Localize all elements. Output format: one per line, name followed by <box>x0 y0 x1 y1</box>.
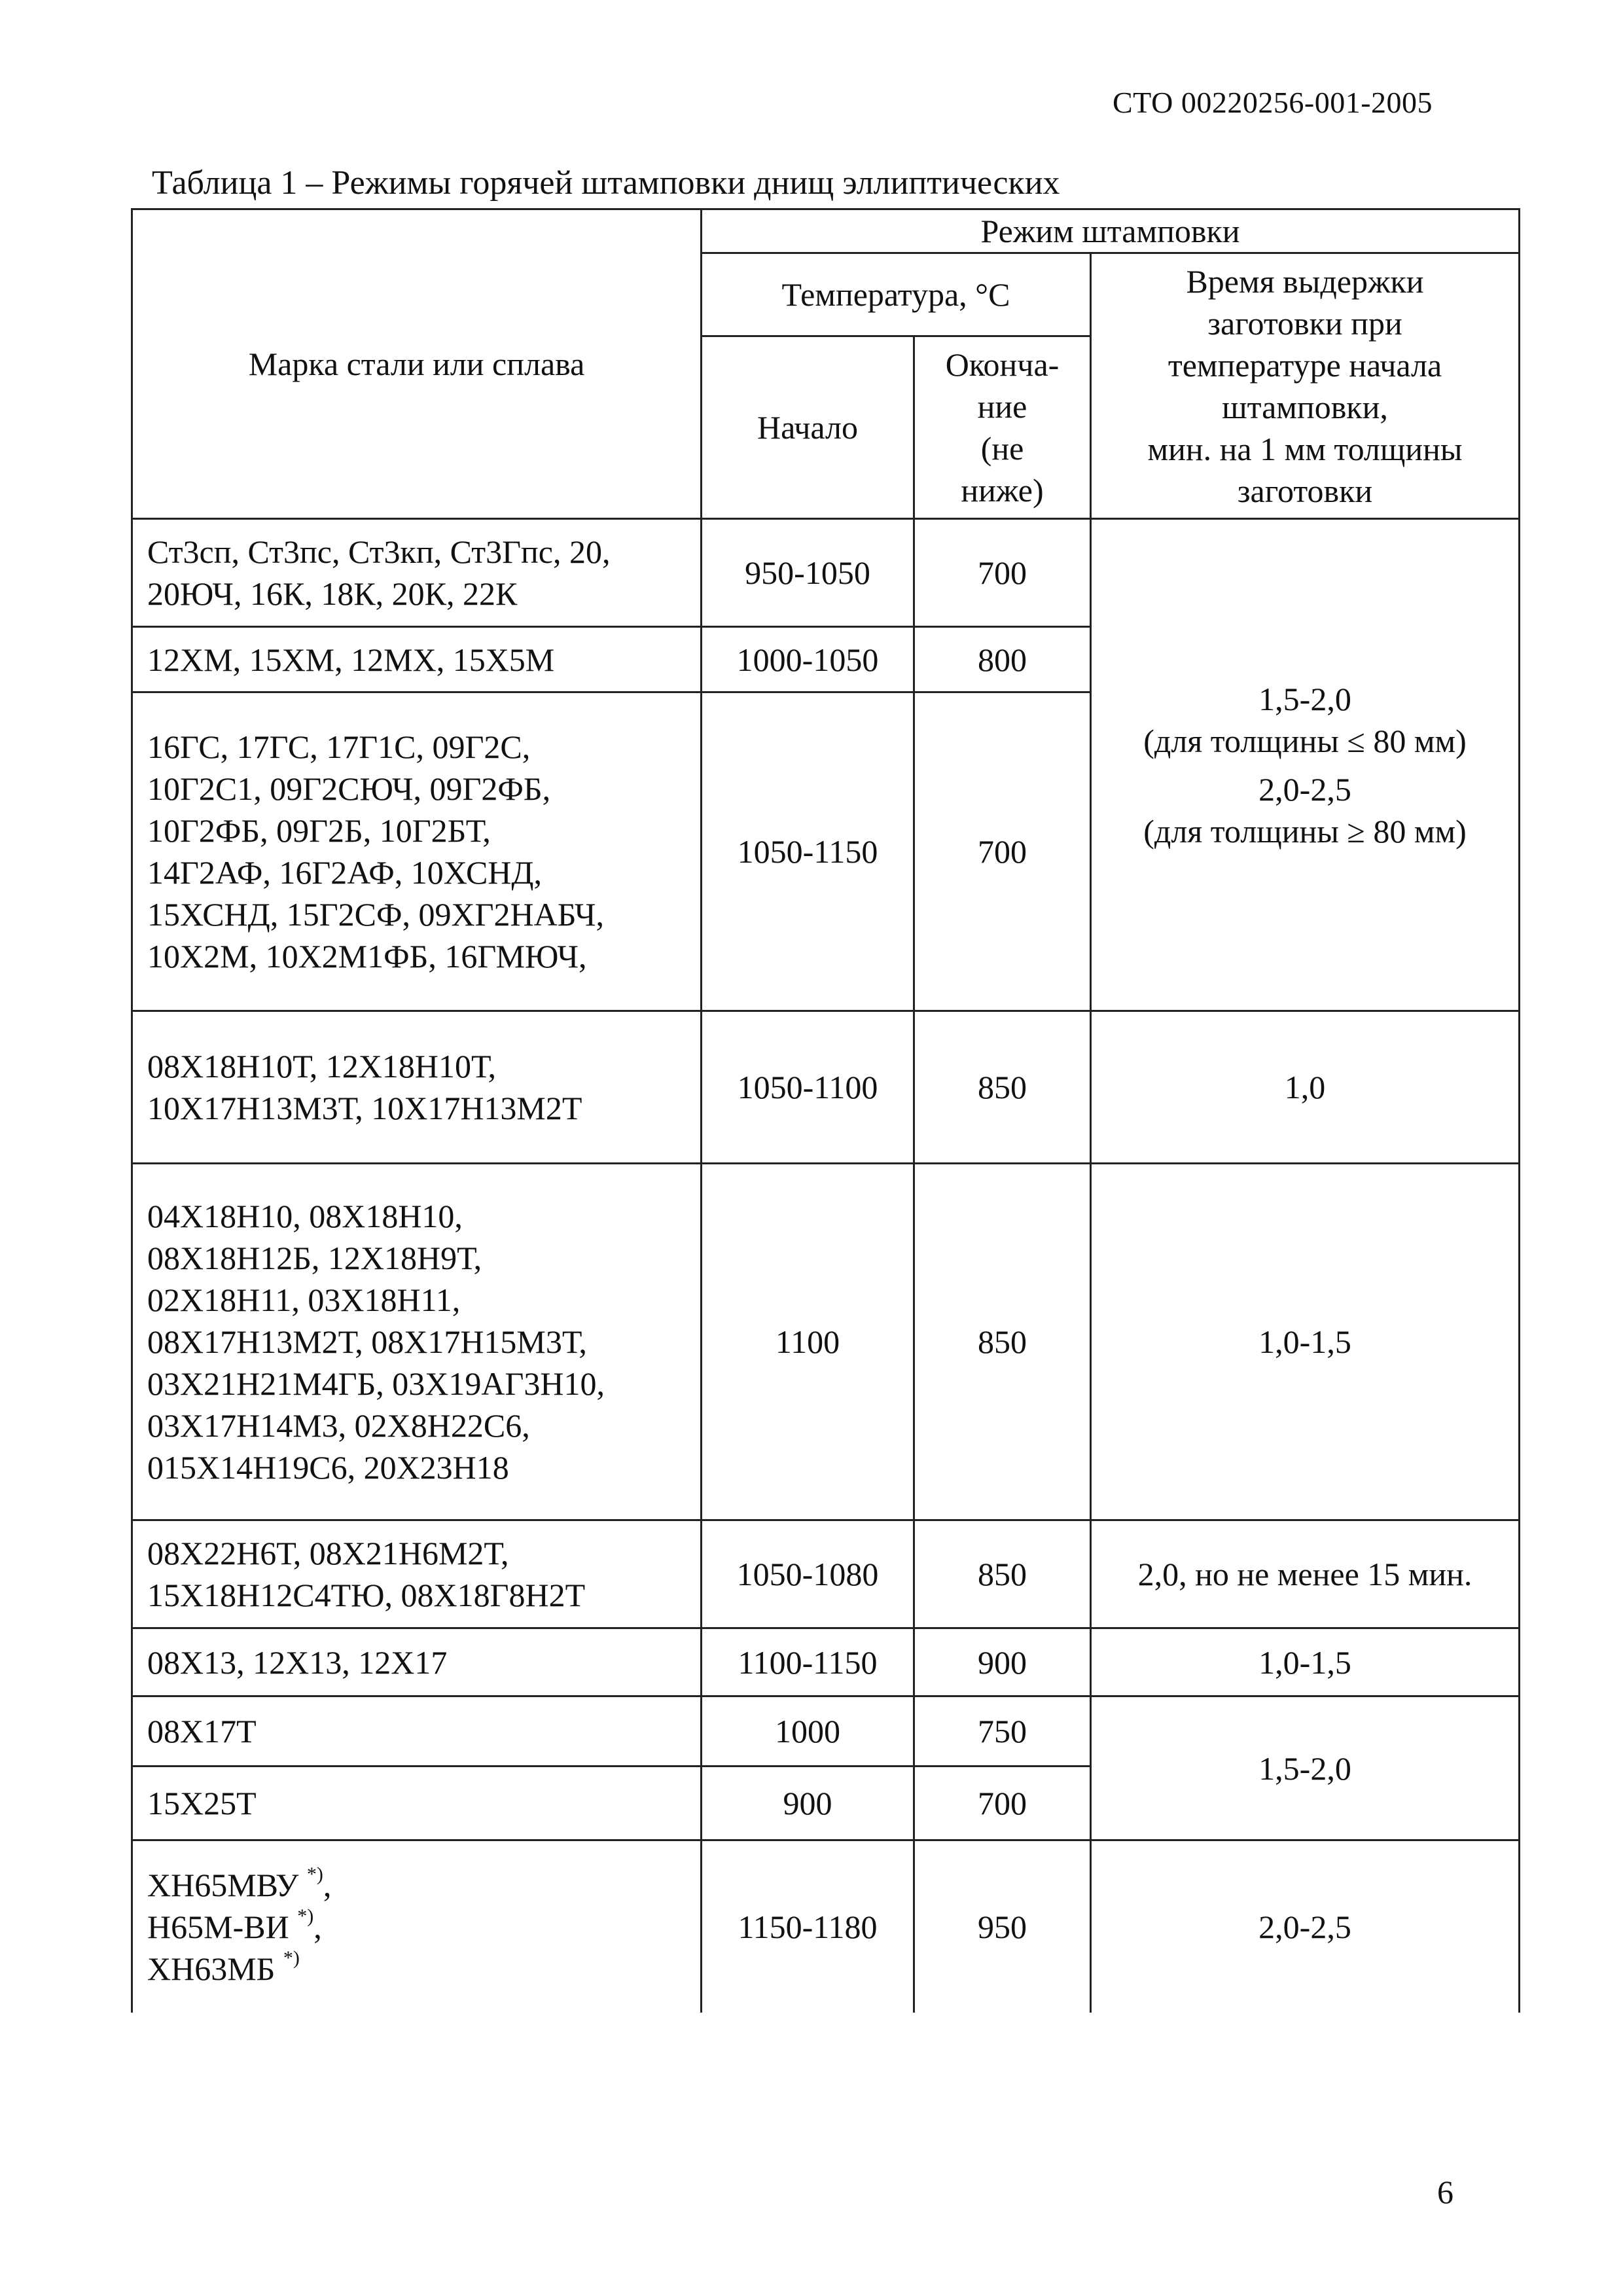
grade-line: 08Х18Н10Т, 12Х18Н10Т, <box>147 1048 497 1085</box>
start-temp-cell: 900 <box>702 1767 914 1840</box>
end-temp-cell: 700 <box>914 1767 1091 1840</box>
header-end-line: Оконча- <box>945 346 1060 383</box>
grade-line: 10Х17Н13М3Т, 10Х17Н13М2Т <box>147 1090 582 1126</box>
hold-time-cell: 2,0-2,5 <box>1091 1840 1520 2013</box>
grade-name: ХН65МВУ <box>147 1866 299 1903</box>
header-row-1 <box>132 209 1520 253</box>
hold-value: 1,5-2,0 <box>1258 680 1351 717</box>
table-row <box>132 1840 1520 2013</box>
start-temp-cell: 1100 <box>702 1164 914 1520</box>
hold-condition: (для толщины ≥ 80 мм) <box>1143 812 1467 850</box>
header-end <box>914 336 1091 519</box>
start-temp-cell: 1050-1080 <box>702 1520 914 1628</box>
start-temp-cell: 1000 <box>702 1696 914 1767</box>
grade-line: 15Х18Н12С4ТЮ, 08Х18Г8Н2Т <box>147 1577 586 1613</box>
header-hold-line: штамповки, <box>1222 388 1388 425</box>
start-temp-cell: 1000-1050 <box>702 627 914 692</box>
header-hold-line: температуре начала <box>1168 346 1442 384</box>
footnote-mark: *) <box>306 1863 323 1885</box>
hold-time-cell: 1,0-1,5 <box>1091 1164 1520 1520</box>
grade-line <box>147 1948 695 1990</box>
grade-line: 03Х17Н14М3, 02Х8Н22С6, <box>147 1407 530 1444</box>
table-row <box>132 519 1520 627</box>
header-end-line: ниже) <box>961 472 1044 509</box>
grade-line: 16ГС, 17ГС, 17Г1С, 09Г2С, <box>147 728 531 765</box>
grade-line: 12ХМ, 15ХМ, 12МХ, 15Х5М <box>147 641 555 678</box>
grade-cell <box>132 627 702 692</box>
table-row <box>132 1628 1520 1696</box>
grade-line: 02Х18Н11, 03Х18Н11, <box>147 1282 461 1318</box>
hold-condition: (для толщины ≤ 80 мм) <box>1143 722 1467 759</box>
footnote-mark: *) <box>283 1946 300 1969</box>
table-caption: Таблица 1 – Режимы горячей штамповки днищ эллиптических <box>152 164 1060 202</box>
grade-line: 08Х22Н6Т, 08Х21Н6М2Т, <box>147 1535 509 1571</box>
table-row <box>132 1520 1520 1628</box>
end-temp-cell: 900 <box>914 1628 1091 1696</box>
footnote-mark: *) <box>297 1905 314 1927</box>
grade-line: 03Х21Н21М4ГБ, 03Х19АГ3Н10, <box>147 1365 605 1402</box>
hold-time-merged-cell: 1,5-2,0 <box>1091 1696 1520 1840</box>
header-end-line: ние <box>977 388 1027 425</box>
end-temp-cell: 700 <box>914 692 1091 1011</box>
start-temp-cell: 950-1050 <box>702 519 914 627</box>
grade-line <box>147 1864 695 1906</box>
grade-line: 20ЮЧ, 16К, 18К, 20К, 22К <box>147 575 518 612</box>
end-temp-cell: 950 <box>914 1840 1091 2013</box>
start-temp-cell: 1150-1180 <box>702 1840 914 2013</box>
grade-name: Н65М-ВИ <box>147 1908 289 1945</box>
grade-line: 015Х14Н19С6, 20Х23Н18 <box>147 1449 509 1486</box>
header-grade: Марка стали или сплава <box>132 209 702 519</box>
end-temp-cell: 700 <box>914 519 1091 627</box>
hold-time-cell: 1,0-1,5 <box>1091 1628 1520 1696</box>
grade-line: 08Х17Т <box>147 1713 257 1749</box>
hold-time-cell: 1,0 <box>1091 1011 1520 1164</box>
end-temp-cell: 750 <box>914 1696 1091 1767</box>
grade-cell <box>132 1520 702 1628</box>
grade-line: 08Х13, 12Х13, 12Х17 <box>147 1643 448 1681</box>
comma: , <box>313 1908 322 1945</box>
header-start: Начало <box>702 336 914 519</box>
hold-time-cell: 2,0, но не менее 15 мин. <box>1091 1520 1520 1628</box>
grade-line: 15ХСНД, 15Г2СФ, 09ХГ2НАБЧ, <box>147 896 604 933</box>
grade-line: 10Х2М, 10Х2М1ФБ, 16ГМЮЧ, <box>147 938 587 975</box>
grade-line: 08Х17Н13М2Т, 08Х17Н15М3Т, <box>147 1323 587 1360</box>
end-temp-cell: 850 <box>914 1011 1091 1164</box>
grade-cell <box>132 692 702 1011</box>
header-hold-line: мин. на 1 мм толщины <box>1147 430 1463 467</box>
header-hold-line: заготовки при <box>1207 304 1402 342</box>
grade-line: Ст3сп, Ст3пс, Ст3кп, Ст3Гпс, 20, <box>147 533 611 570</box>
grade-cell <box>132 1011 702 1164</box>
grade-cell <box>132 1696 702 1767</box>
header-temperature: Температура, °С <box>702 253 1091 336</box>
hold-value: 2,0-2,5 <box>1258 770 1351 808</box>
grade-line: 10Г2ФБ, 09Г2Б, 10Г2БТ, <box>147 812 491 849</box>
start-temp-cell: 1050-1150 <box>702 692 914 1011</box>
grade-cell <box>132 1164 702 1520</box>
start-temp-cell: 1100-1150 <box>702 1628 914 1696</box>
header-hold-line: заготовки <box>1237 472 1373 509</box>
grade-cell <box>132 1767 702 1840</box>
grade-line <box>147 1906 695 1948</box>
table-row <box>132 1696 1520 1767</box>
header-hold-time <box>1091 253 1520 519</box>
grade-cell <box>132 519 702 627</box>
document-code: СТО 00220256-001-2005 <box>1113 86 1433 119</box>
grade-cell <box>132 1840 702 2013</box>
grade-line: 14Г2АФ, 16Г2АФ, 10ХСНД, <box>147 854 543 891</box>
header-hold-line: Время выдержки <box>1186 262 1424 300</box>
header-mode: Режим штамповки <box>702 209 1520 253</box>
end-temp-cell: 800 <box>914 627 1091 692</box>
grade-line: 08Х18Н12Б, 12Х18Н9Т, <box>147 1240 482 1276</box>
grade-line: 10Г2С1, 09Г2СЮЧ, 09Г2ФБ, <box>147 770 551 807</box>
hold-time-merged-cell <box>1091 519 1520 1011</box>
hot-stamping-table <box>131 208 1520 2013</box>
comma: , <box>323 1866 332 1903</box>
header-end-line: (не <box>980 430 1024 467</box>
grade-line: 04Х18Н10, 08Х18Н10, <box>147 1198 463 1234</box>
end-temp-cell: 850 <box>914 1520 1091 1628</box>
grade-line: 15Х25Т <box>147 1785 257 1821</box>
grade-cell <box>132 1628 702 1696</box>
end-temp-cell: 850 <box>914 1164 1091 1520</box>
grade-name: ХН63МБ <box>147 1950 276 1987</box>
start-temp-cell: 1050-1100 <box>702 1011 914 1164</box>
table-row <box>132 1164 1520 1520</box>
page-number: 6 <box>1437 2174 1454 2210</box>
table-row <box>132 1011 1520 1164</box>
